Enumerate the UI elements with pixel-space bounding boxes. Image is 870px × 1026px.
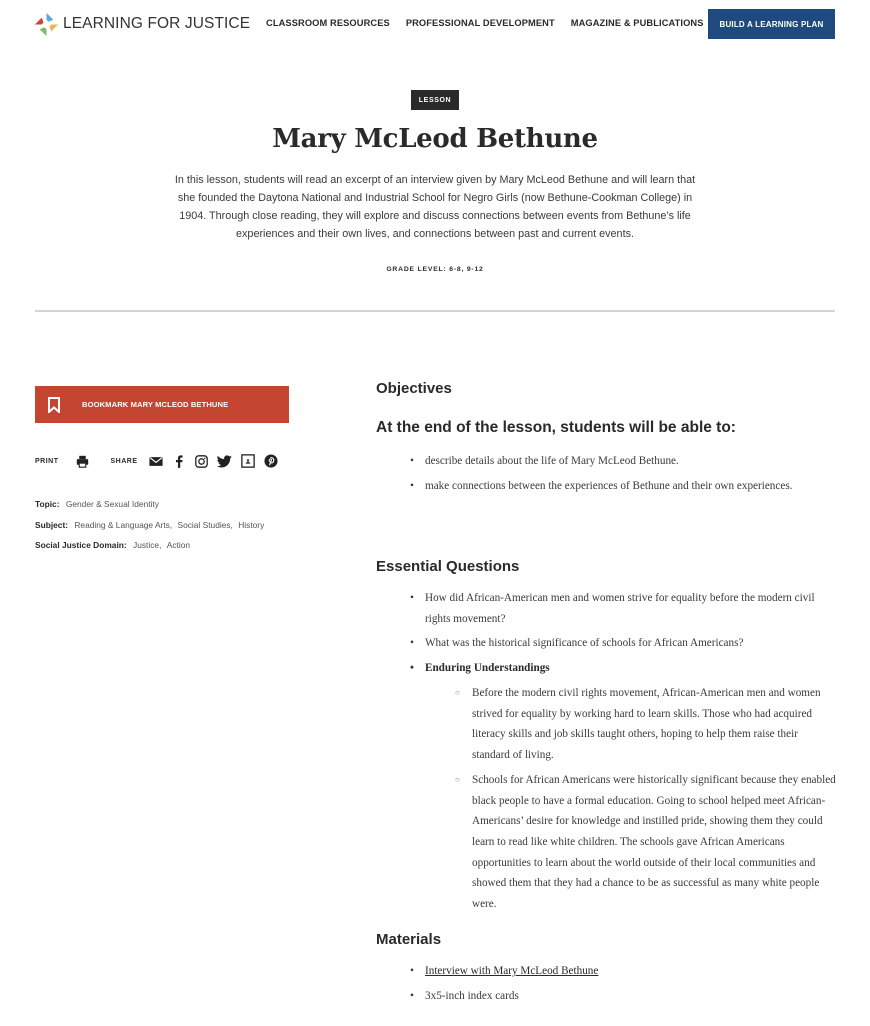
subject-row bbox=[35, 519, 264, 540]
bookmark-icon bbox=[48, 397, 60, 413]
enduring-understandings-list bbox=[472, 683, 836, 919]
interview-link[interactable]: Interview with Mary McLeod Bethune bbox=[425, 965, 599, 977]
lesson-metadata bbox=[35, 498, 264, 560]
page-title: Mary McLeod Bethune bbox=[272, 124, 598, 154]
logo-text: LEARNING FOR JUSTICE bbox=[63, 15, 251, 32]
list-item: • How did African-American men and women strive for equality before the modern civil rights movement? bbox=[425, 588, 835, 629]
objectives-list bbox=[425, 451, 835, 500]
share-actions bbox=[35, 453, 279, 469]
topic-label: Topic: bbox=[35, 499, 60, 509]
list-item bbox=[425, 961, 835, 982]
sub-list-item: ○ Schools for African Americans were historically significant because they enabled black people to have a formal education. Going to school helped meet African-Americans’ desire for knowledge and instilled pride, showing them they could learn to read like white children. The schools gave African Americans opportunities to learn about the world outside of their local communities and showed them that they had a chance to be as successful as many white people were. bbox=[472, 770, 836, 915]
nav-classroom-resources[interactable]: CLASSROOM RESOURCES bbox=[266, 18, 390, 28]
topic-link[interactable]: Gender & Sexual Identity bbox=[65, 499, 159, 509]
list-item: • What was the historical significance of schools for African Americans? bbox=[425, 633, 835, 654]
subject-link[interactable]: Reading & Language Arts, bbox=[74, 519, 173, 530]
nav-magazine-publications[interactable]: MAGAZINE & PUBLICATIONS bbox=[570, 18, 704, 28]
subject-link[interactable]: History bbox=[238, 519, 265, 530]
lesson-badge: LESSON bbox=[411, 90, 459, 110]
nav-professional-development[interactable]: PROFESSIONAL DEVELOPMENT bbox=[405, 18, 555, 28]
domain-label: Social Justice Domain: bbox=[35, 540, 127, 550]
essential-questions-heading: Essential Questions bbox=[376, 558, 520, 575]
facebook-icon[interactable] bbox=[171, 453, 187, 469]
pinterest-icon[interactable] bbox=[263, 453, 279, 469]
share-label: SHARE bbox=[110, 457, 138, 465]
grade-level: GRADE LEVEL: 6-8, 9-12 bbox=[386, 266, 484, 273]
objectives-subheading: At the end of the lesson, students will be able to: bbox=[376, 419, 736, 436]
topic-row bbox=[35, 498, 264, 519]
materials-heading: Materials bbox=[376, 931, 442, 948]
site-header bbox=[0, 0, 870, 48]
build-learning-plan-button[interactable]: BUILD A LEARNING PLAN bbox=[708, 9, 835, 39]
domain-link[interactable]: Justice, bbox=[133, 540, 162, 550]
sub-list-item: ○ Before the modern civil rights movement, African-American men and women strived for equality by working hard to learn skills. Those who had acquired literacy skills and job skills taught others, hoping to help them raise their standard of living. bbox=[472, 683, 836, 766]
list-item: • describe details about the life of Mary McLeod Bethune. bbox=[425, 451, 835, 472]
print-label: PRINT bbox=[35, 457, 59, 465]
logo-mark-icon bbox=[34, 12, 59, 37]
email-icon[interactable] bbox=[148, 453, 164, 469]
domain-row bbox=[35, 539, 264, 560]
subject-label: Subject: bbox=[35, 519, 69, 530]
domain-link[interactable]: Action bbox=[166, 540, 191, 550]
list-item: • make connections between the experiences of Bethune and their own experiences. bbox=[425, 476, 835, 497]
materials-list bbox=[425, 961, 835, 1010]
lesson-summary: In this lesson, students will read an excerpt of an interview given by Mary McLeod Bethune and will learn that she founded the Daytona National and Industrial School for Negro Girls (now Bethune-Cookman College) in 1904. Through close reading, they will explore and discuss connections between events from Bethune’s life experiences and their own lives, and connections between past and current events. bbox=[174, 174, 696, 240]
list-item-enduring-understandings: • Enduring Understandings bbox=[425, 658, 835, 679]
main-nav bbox=[266, 18, 704, 28]
bookmark-label: BOOKMARK MARY MCLEOD BETHUNE bbox=[82, 400, 229, 409]
instagram-icon[interactable] bbox=[194, 453, 210, 469]
google-classroom-icon[interactable] bbox=[240, 453, 256, 469]
twitter-icon[interactable] bbox=[217, 453, 233, 469]
essential-questions-list bbox=[425, 588, 835, 682]
subject-link[interactable]: Social Studies, bbox=[177, 519, 233, 530]
bookmark-button[interactable] bbox=[35, 386, 289, 423]
print-icon[interactable] bbox=[75, 453, 91, 469]
objectives-heading: Objectives bbox=[376, 380, 452, 397]
site-logo[interactable] bbox=[34, 12, 250, 36]
list-item: • 3x5-inch index cards bbox=[425, 986, 835, 1007]
section-divider bbox=[35, 310, 835, 312]
